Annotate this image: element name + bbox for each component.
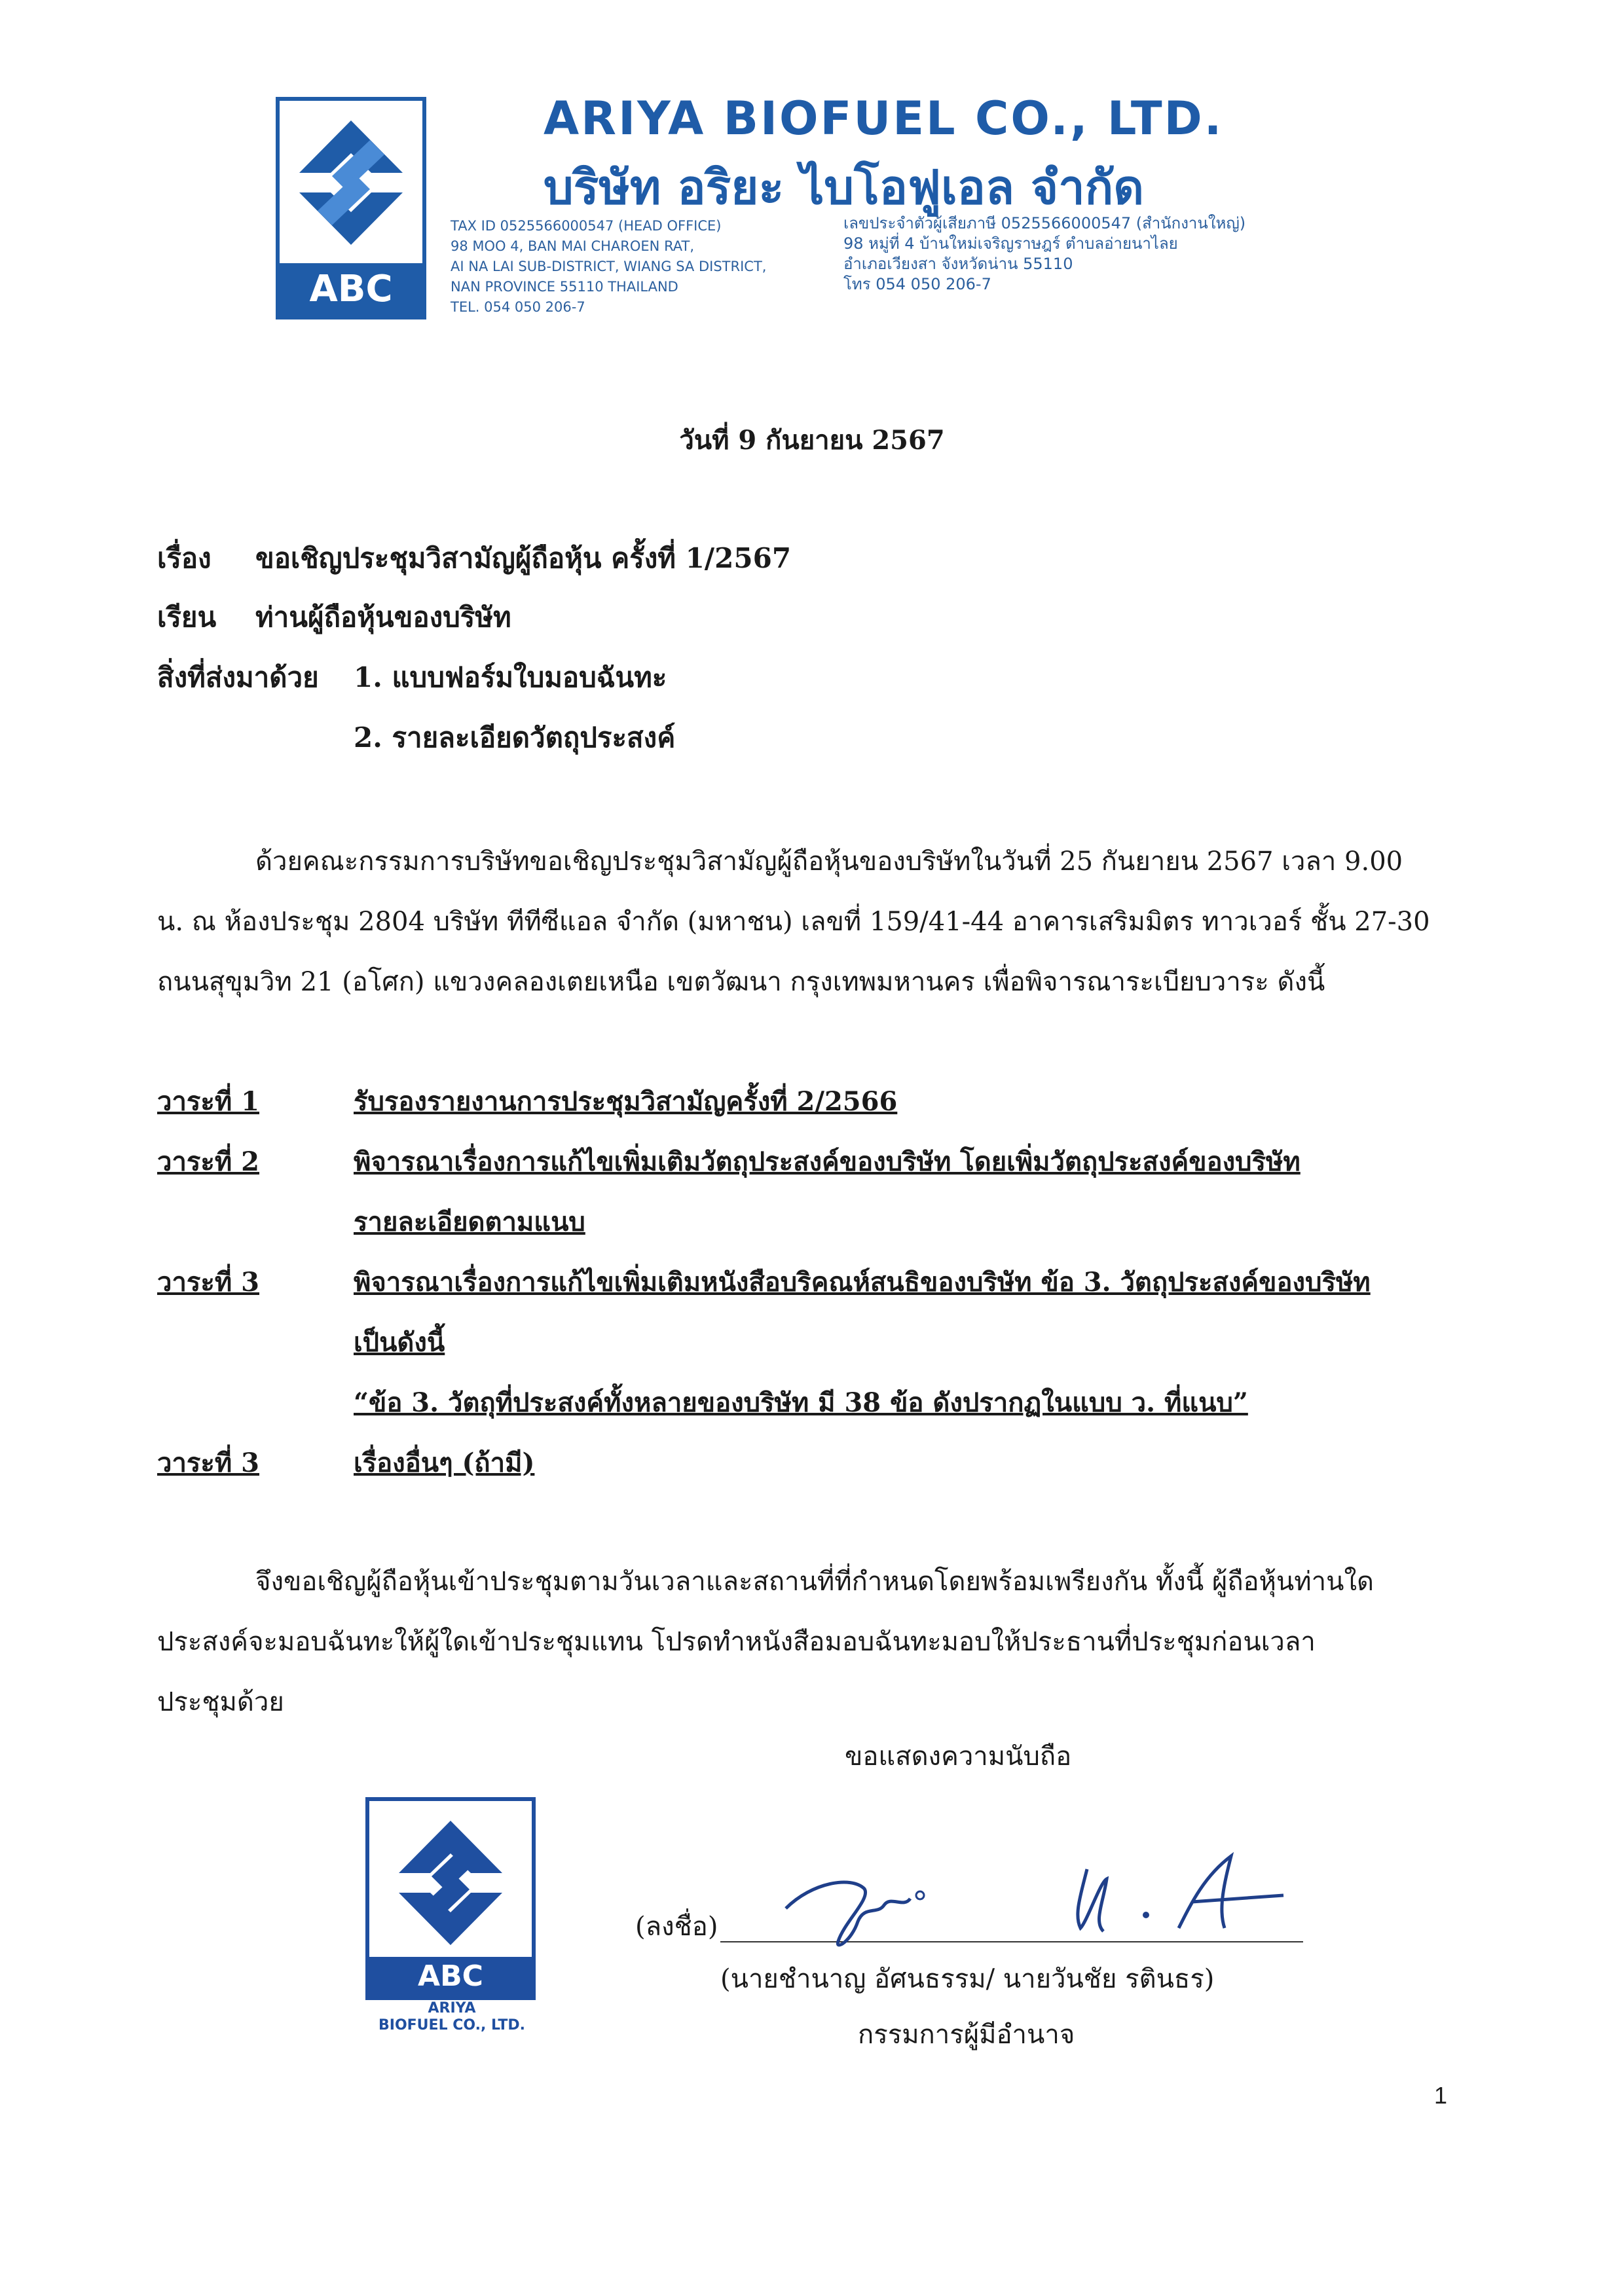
company-logo: [276, 97, 426, 319]
paragraph-line: น. ณ ห้องประชุม 2804 บริษัท ทีทีซีแอล จำกัด (มหาชน) เลขที่ 159/41-44 อาคารเสริมมิตร ทาวเวอร์ ชั้น 27-30: [157, 907, 1430, 937]
stamp-caption-line: BIOFUEL CO., LTD.: [378, 2017, 525, 2033]
address-en-line: TEL. 054 050 206-7: [451, 299, 585, 315]
agenda-item-3-text: พิจารณาเรื่องการแก้ไขเพิ่มเติมหนังสือบริคณห์สนธิของบริษัท ข้อ 3. วัตถุประสงค์ของบริษัท: [354, 1267, 1371, 1298]
stamp-emblem-icon: [389, 1814, 512, 1952]
address-th-line: 98 หมู่ที่ 4 บ้านใหม่เจริญราษฎร์ ตำบลอ่ายนาไลย: [843, 234, 1178, 253]
to-text: ท่านผู้ถือหุ้นของบริษัท: [255, 601, 511, 633]
subject-label: เรื่อง: [157, 542, 212, 574]
regards-text: ขอแสดงความนับถือ: [845, 1741, 1072, 1772]
paragraph-line: ถนนสุขุมวิท 21 (อโศก) แขวงคลองเตยเหนือ เขตวัฒนา กรุงเทพมหานคร เพื่อพิจารณาระเบียบวาระ ดังนี้: [157, 967, 1325, 997]
agenda-item-2-text: รายละเอียดตามแนบ: [354, 1207, 585, 1237]
subject-text: ขอเชิญประชุมวิสามัญผู้ถือหุ้น ครั้งที่ 1/2567: [255, 542, 792, 574]
agenda-label-3: วาระที่ 3: [157, 1267, 260, 1298]
logo-abc-label: ABC: [280, 263, 422, 316]
agenda-item-3-quote: “ข้อ 3. วัตถุที่ประสงค์ทั้งหลายของบริษัท มี 38 ข้อ ดังปรากฏในแบบ ว. ที่แนบ”: [354, 1387, 1248, 1418]
address-en-line: NAN PROVINCE 55110 THAILAND: [451, 279, 678, 295]
address-th-line: เลขประจำตัวผู้เสียภาษี 0525566000547 (สำนักงานใหญ่): [843, 214, 1246, 232]
address-th-line: โทร 054 050 206-7: [843, 275, 991, 293]
to-label: เรียน: [157, 601, 217, 633]
agenda-item-1-text: รับรองรายงานการประชุมวิสามัญครั้งที่ 2/2566: [354, 1086, 898, 1117]
letter-date: วันที่ 9 กันยายน 2567: [679, 425, 945, 456]
paragraph-line: จึงขอเชิญผู้ถือหุ้นเข้าประชุมตามวันเวลาและสถานที่ที่กำหนดโดยพร้อมเพรียงกัน ทั้งนี้ ผู้ถือหุ้นท่านใด: [255, 1567, 1374, 1597]
signer-names: (นายชำนาญ อัศนธรรม/ นายวันชัย รตินธร): [720, 1964, 1215, 1994]
agenda-item-3-text: เป็นดังนี้: [354, 1327, 445, 1358]
company-name-english: ARIYA BIOFUEL CO., LTD.: [544, 92, 1224, 145]
agenda-label-2: วาระที่ 2: [157, 1146, 260, 1177]
page-number: 1: [1433, 2082, 1447, 2109]
company-name-thai: บริษัท อริยะ ไบโอฟูเอล จำกัด: [544, 160, 1145, 215]
agenda-label-1: วาระที่ 1: [157, 1086, 260, 1117]
enclosure-label: สิ่งที่ส่งมาด้วย: [157, 661, 319, 693]
agenda-item-4-text: เรื่องอื่นๆ (ถ้ามี): [354, 1448, 535, 1478]
address-en-line: TAX ID 0525566000547 (HEAD OFFICE): [451, 218, 722, 234]
agenda-item-2-text: พิจารณาเรื่องการแก้ไขเพิ่มเติมวัตถุประสงค์ของบริษัท โดยเพิ่มวัตถุประสงค์ของบริษัท: [354, 1146, 1301, 1177]
handwritten-signatures: [773, 1843, 1297, 1961]
address-en-line: AI NA LAI SUB-DISTRICT, WIANG SA DISTRICT,: [451, 259, 767, 274]
company-stamp: [365, 1797, 536, 2000]
address-en-line: 98 MOO 4, BAN MAI CHAROEN RAT,: [451, 238, 695, 254]
stamp-caption-line: ARIYA: [428, 2000, 476, 2016]
logo-emblem-icon: [293, 114, 409, 251]
enclosure-item: 1. แบบฟอร์มใบมอบฉันทะ: [354, 661, 667, 693]
stamp-caption: [367, 2000, 537, 2034]
invitation-paragraph: [157, 831, 1454, 1012]
address-thai: [843, 213, 1246, 295]
agenda-label-4: วาระที่ 3: [157, 1448, 260, 1478]
enclosure-item: 2. รายละเอียดวัตถุประสงค์: [354, 721, 676, 754]
paragraph-line: ประสงค์จะมอบฉันทะให้ผู้ใดเข้าประชุมแทน โปรดทำหนังสือมอบฉันทะมอบให้ประธานที่ประชุมก่อนเวลา: [157, 1627, 1316, 1657]
address-th-line: อำเภอเวียงสา จังหวัดน่าน 55110: [843, 255, 1073, 273]
sign-label: (ลงชื่อ): [635, 1912, 718, 1942]
paragraph-line: ด้วยคณะกรรมการบริษัทขอเชิญประชุมวิสามัญผู้ถือหุ้นของบริษัทในวันที่ 25 กันยายน 2567 เวลา 9.00: [255, 847, 1403, 877]
address-english: [451, 216, 766, 318]
stamp-abc-label: ABC: [369, 1957, 532, 1996]
closing-paragraph: [157, 1552, 1454, 1732]
paragraph-line: ประชุมด้วย: [157, 1687, 284, 1717]
signer-position: กรรมการผู้มีอำนาจ: [858, 2020, 1075, 2050]
